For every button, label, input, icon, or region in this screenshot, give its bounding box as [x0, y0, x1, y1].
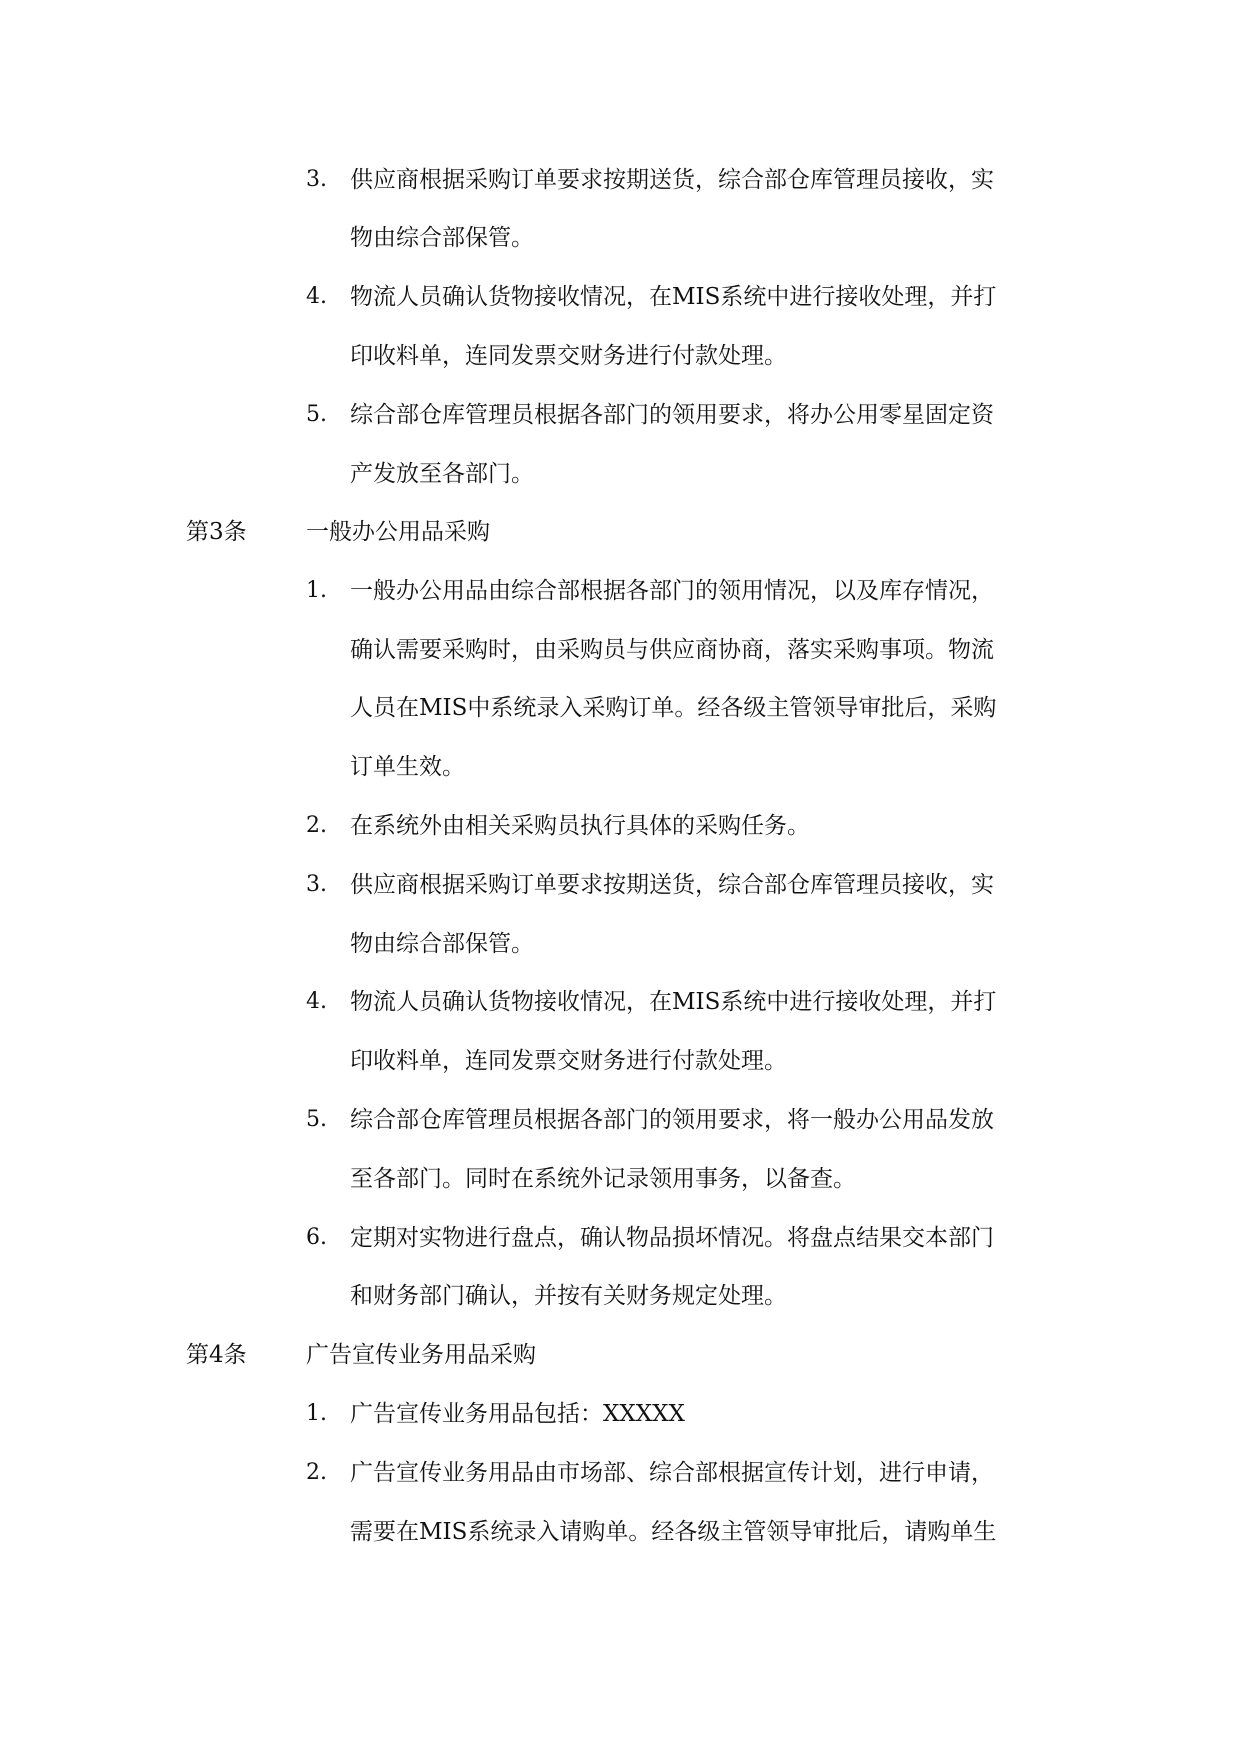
list-item-text: 物流人员确认货物接收情况，在MIS系统中进行接收处理，并打 [350, 284, 997, 310]
list-item-number: 5. [306, 402, 327, 427]
list-item-number: 3. [306, 872, 327, 897]
list-item-number: 3. [306, 167, 327, 192]
list-item-text: 产发放至各部门。 [350, 461, 534, 487]
list-item-text: 供应商根据采购订单要求按期送货，综合部仓库管理员接收，实 [350, 167, 994, 193]
list-item-text: 需要在MIS系统录入请购单。经各级主管领导审批后，请购单生 [350, 1519, 997, 1545]
list-item-text: 广告宣传业务用品由市场部、综合部根据宣传计划，进行申请， [350, 1460, 994, 1486]
list-item-text: 一般办公用品由综合部根据各部门的领用情况，以及库存情况， [350, 578, 994, 604]
list-item-text: 和财务部门确认，并按有关财务规定处理。 [350, 1283, 787, 1309]
list-item-number: 5. [306, 1107, 327, 1132]
list-item-text: 印收料单，连同发票交财务进行付款处理。 [350, 343, 787, 369]
list-item-number: 1. [306, 1401, 327, 1426]
list-item-text: 确认需要采购时，由采购员与供应商协商，落实采购事项。物流 [350, 637, 994, 663]
list-item-text: 综合部仓库管理员根据各部门的领用要求，将办公用零星固定资 [350, 402, 994, 428]
list-item-text: 物由综合部保管。 [350, 931, 534, 957]
list-item-number: 2. [306, 1460, 327, 1485]
list-item-number: 2. [306, 813, 327, 838]
list-item-text: 订单生效。 [350, 754, 465, 780]
list-item-number: 4. [306, 284, 327, 309]
list-item-text: 至各部门。同时在系统外记录领用事务，以备查。 [350, 1166, 856, 1192]
list-item-text: 供应商根据采购订单要求按期送货，综合部仓库管理员接收，实 [350, 872, 994, 898]
list-item-text: 广告宣传业务用品包括：XXXXX [350, 1401, 685, 1427]
list-item-text: 物由综合部保管。 [350, 225, 534, 251]
list-item-text: 综合部仓库管理员根据各部门的领用要求，将一般办公用品发放 [350, 1107, 994, 1133]
article-title: 广告宣传业务用品采购 [306, 1342, 536, 1368]
list-item-text: 人员在MIS中系统录入采购订单。经各级主管领导审批后，采购 [350, 695, 997, 721]
list-item-number: 6. [306, 1225, 327, 1250]
article-title: 一般办公用品采购 [306, 519, 490, 545]
article-label: 第3条 [186, 519, 247, 545]
list-item-text: 在系统外由相关采购员执行具体的采购任务。 [350, 813, 810, 839]
list-item-text: 定期对实物进行盘点，确认物品损坏情况。将盘点结果交本部门 [350, 1225, 994, 1251]
article-label: 第4条 [186, 1342, 247, 1368]
list-item-number: 1. [306, 578, 327, 603]
list-item-text: 物流人员确认货物接收情况，在MIS系统中进行接收处理，并打 [350, 989, 997, 1015]
list-item-text: 印收料单，连同发票交财务进行付款处理。 [350, 1048, 787, 1074]
list-item-number: 4. [306, 989, 327, 1014]
